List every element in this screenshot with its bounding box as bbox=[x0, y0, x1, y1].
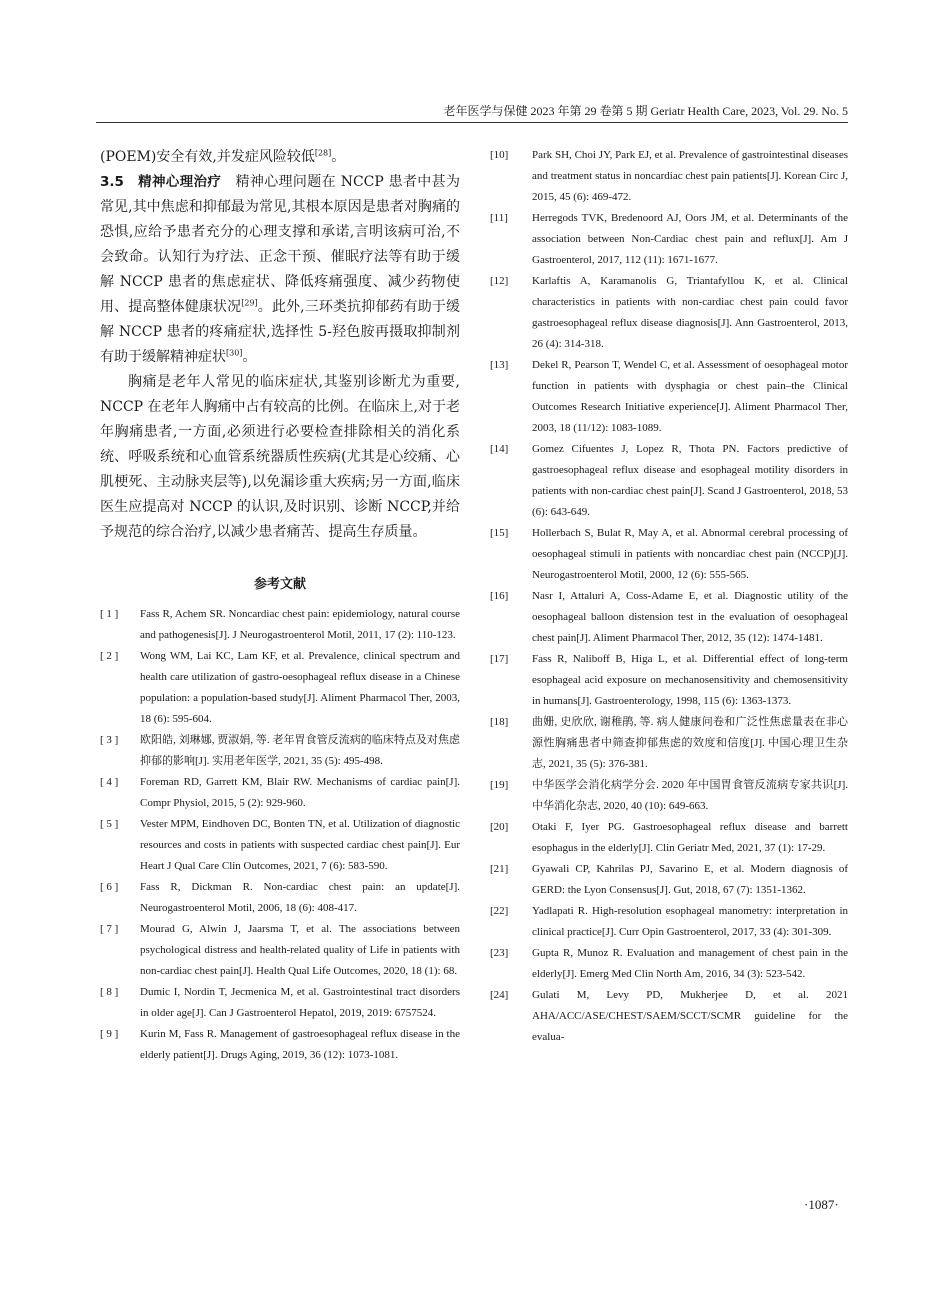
citation-30: [30] bbox=[226, 348, 243, 358]
reference-item bbox=[100, 814, 460, 877]
citation-29: [29] bbox=[241, 298, 258, 308]
poem-text: (POEM)安全有效,并发症风险较低 bbox=[100, 149, 315, 165]
running-title: 老年医学与保健 2023 年第 29 卷第 5 期 Geriatr Health Care, 2023, Vol. 29. No. 5 bbox=[443, 104, 848, 118]
reference-number: [12] bbox=[490, 275, 509, 287]
reference-item bbox=[100, 982, 460, 1024]
reference-number: [20] bbox=[490, 821, 509, 833]
reference-text: Park SH, Choi JY, Park EJ, et al. Prevalence of gastrointestinal diseases and treatment status in noncardiac chest pain patients[J]. Korean Circ J, 2015, 45 (6): 469-472. bbox=[532, 149, 848, 203]
reference-item bbox=[490, 355, 848, 439]
reference-text: Yadlapati R. High-resolution esophageal manometry: interpretation in clinical practice[J]. Curr Opin Gastroenterol, 2017, 33 (4): 301-309. bbox=[532, 905, 848, 938]
reference-number: [ 6 ] bbox=[100, 881, 119, 893]
reference-text: Fass R, Naliboff B, Higa L, et al. Differential effect of long-term esophageal acid exposure on mechanosensitivity and chemosensitivity in humans[J]. Gastroenterology, 1998, 115 (6): 1363-1373. bbox=[532, 653, 848, 707]
reference-number: [ 7 ] bbox=[100, 923, 119, 935]
reference-number: [18] bbox=[490, 716, 509, 728]
reference-text: Mourad G, Alwin J, Jaarsma T, et al. The associations between psychological distress and health-related quality of Life in patients with non-cardiac chest pain[J]. Health Qual Life Outcomes, 2020, 18 (1): 68. bbox=[140, 923, 460, 977]
psych-end: 。 bbox=[242, 349, 257, 365]
reference-number: [10] bbox=[490, 149, 509, 161]
reference-number: [22] bbox=[490, 905, 509, 917]
poem-end: 。 bbox=[331, 149, 346, 165]
reference-number: [ 3 ] bbox=[100, 734, 119, 746]
reference-text: Foreman RD, Garrett KM, Blair RW. Mechanisms of cardiac pain[J]. Compr Physiol, 2015, 5 (2): 929-960. bbox=[140, 776, 460, 809]
section-heading-3-5: 3.5 精神心理治疗 bbox=[100, 174, 222, 190]
reference-text: Dumic I, Nordin T, Jecmenica M, et al. Gastrointestinal tract disorders in older age[J]. Can J Gastroenterol Hepatol, 2019, 2019: 6757524. bbox=[140, 986, 460, 1019]
reference-item bbox=[100, 604, 460, 646]
paragraph-poem bbox=[100, 145, 460, 170]
reference-number: [ 9 ] bbox=[100, 1028, 119, 1040]
reference-item bbox=[490, 523, 848, 586]
reference-number: [ 4 ] bbox=[100, 776, 119, 788]
reference-number: [21] bbox=[490, 863, 509, 875]
reference-number: [15] bbox=[490, 527, 509, 539]
reference-number: [13] bbox=[490, 359, 509, 371]
reference-item bbox=[490, 901, 848, 943]
reference-number: [16] bbox=[490, 590, 509, 602]
reference-number: [ 5 ] bbox=[100, 818, 119, 830]
reference-item bbox=[100, 646, 460, 730]
citation-28: [28] bbox=[314, 148, 332, 158]
reference-text: Fass R, Dickman R. Non-cardiac chest pain: an update[J]. Neurogastroenterol Motil, 2006, 18 (6): 408-417. bbox=[140, 881, 460, 914]
reference-item bbox=[490, 649, 848, 712]
left-column bbox=[100, 145, 460, 1066]
reference-item bbox=[490, 586, 848, 649]
references-left-list bbox=[100, 604, 460, 1066]
reference-text: Gupta R, Munoz R. Evaluation and management of chest pain in the elderly[J]. Emerg Med Clin North Am, 2016, 34 (3): 523-542. bbox=[532, 947, 848, 980]
paragraph-psych-treatment bbox=[100, 170, 460, 370]
reference-text: 中华医学会消化病学分会. 2020 年中国胃食管反流病专家共识[J]. 中华消化杂志, 2020, 40 (10): 649-663. bbox=[532, 779, 848, 812]
reference-number: [17] bbox=[490, 653, 509, 665]
reference-number: [23] bbox=[490, 947, 509, 959]
reference-item bbox=[490, 208, 848, 271]
reference-item bbox=[100, 772, 460, 814]
reference-item bbox=[490, 439, 848, 523]
reference-text: Karlaftis A, Karamanolis G, Triantafyllou K, et al. Clinical characteristics in patients with non-cardiac chest pain could favor gastroesophageal reflux disease diagnosis[J]. Ann Gastroenterol, 2013, 26 (4): 314-318. bbox=[532, 275, 848, 350]
reference-item bbox=[490, 775, 848, 817]
reference-text: Herregods TVK, Bredenoord AJ, Oors JM, et al. Determinants of the association between Non-Cardiac chest pain and reflux[J]. Am J Gastroenterol, 2017, 112 (11): 1671-1677. bbox=[532, 212, 848, 266]
reference-text: Fass R, Achem SR. Noncardiac chest pain: epidemiology, natural course and pathogenesis[J]. J Neurogastroenterol Motil, 2011, 17 (2): 110-123. bbox=[140, 608, 460, 641]
reference-item bbox=[100, 730, 460, 772]
reference-text: Nasr I, Attaluri A, Coss-Adame E, et al. Diagnostic utility of the oesophageal balloon distension test in the evaluation of oesophageal chest pain[J]. Aliment Pharmacol Ther, 2012, 35 (12): 1474-1481. bbox=[532, 590, 848, 644]
reference-text: Kurin M, Fass R. Management of gastroesophageal reflux disease in the elderly patient[J]. Drugs Aging, 2019, 36 (12): 1073-1081. bbox=[140, 1028, 460, 1061]
reference-number: [ 8 ] bbox=[100, 986, 119, 998]
reference-text: Otaki F, Iyer PG. Gastroesophageal reflux disease and barrett esophagus in the elderly[J]. Clin Geriatr Med, 2021, 37 (1): 17-29. bbox=[532, 821, 848, 854]
reference-number: [19] bbox=[490, 779, 509, 791]
reference-number: [ 2 ] bbox=[100, 650, 119, 662]
references-right-list bbox=[490, 145, 848, 1048]
reference-item bbox=[490, 985, 848, 1048]
reference-text: 曲姗, 史欣欣, 谢稚鹃, 等. 病人健康问卷和广泛性焦虑量表在非心源性胸痛患者中筛查抑郁焦虑的效度和信度[J]. 中国心理卫生杂志, 2021, 35 (5): 376-381. bbox=[532, 716, 848, 770]
reference-item bbox=[100, 877, 460, 919]
paragraph-conclusion: 胸痛是老年人常见的临床症状,其鉴别诊断尤为重要, NCCP 在老年人胸痛中占有较高的比例。在临床上,对于老年胸痛患者,一方面,必须进行必要检查排除相关的消化系统、呼吸系统和心血管系统器质性疾病(尤其是心绞痛、心肌梗死、主动脉夹层等),以免漏诊重大疾病;另一方面,临床医生应提高对 NCCP 的认识,及时识别、诊断 NCCP,并给予规范的综合治疗,以减少患者痛苦、提高生存质量。 bbox=[100, 374, 460, 540]
reference-text: Gomez Cifuentes J, Lopez R, Thota PN. Factors predictive of gastroesophageal reflux disease and esophageal motility disorders in patients with non-cardiac chest pain[J]. Scand J Gastroenterol, 2018, 53 (6): 643-649. bbox=[532, 443, 848, 518]
psych-text-b: 。此外,三环类抗抑郁药有助于缓解 NCCP 患者的疼痛症状,选择性 5-羟色胺再摄取抑制剂有助于缓解精神症状 bbox=[100, 299, 460, 365]
right-column bbox=[490, 145, 848, 1048]
reference-number: [11] bbox=[490, 212, 508, 224]
reference-text: Hollerbach S, Bulat R, May A, et al. Abnormal cerebral processing of oesophageal stimuli in patients with noncardiac chest pain (NCCP)[J]. Neurogastroenterol Motil, 2000, 12 (6): 555-565. bbox=[532, 527, 848, 581]
reference-text: Gyawali CP, Kahrilas PJ, Savarino E, et al. Modern diagnosis of GERD: the Lyon Consensus[J]. Gut, 2018, 67 (7): 1351-1362. bbox=[532, 863, 848, 896]
reference-number: [ 1 ] bbox=[100, 608, 119, 620]
psych-text-a: 精神心理问题在 NCCP 患者中甚为常见,其中焦虑和抑郁最为常见,其根本原因是患者对胸痛的恐惧,应给予患者充分的心理支撑和承诺,言明该病可治,不会致命。认知行为疗法、正念干预、催眠疗法等有助于缓解 NCCP 患者的焦虑症状、降低疼痛强度、减少药物使用、提高整体健康状况 bbox=[100, 174, 460, 315]
reference-item bbox=[490, 712, 848, 775]
page-number: ·1087· bbox=[804, 1197, 839, 1212]
reference-text: Vester MPM, Eindhoven DC, Bonten TN, et al. Utilization of diagnostic resources and costs in patients with suspected cardiac chest pain[J]. Eur Heart J Qual Care Clin Outcomes, 2021, 7 (6): 583-590. bbox=[140, 818, 460, 872]
reference-number: [24] bbox=[490, 989, 509, 1001]
reference-item bbox=[490, 271, 848, 355]
reference-item bbox=[490, 817, 848, 859]
running-header bbox=[96, 100, 848, 123]
reference-item bbox=[490, 145, 848, 208]
reference-number: [14] bbox=[490, 443, 509, 455]
reference-item bbox=[100, 1024, 460, 1066]
reference-text: Wong WM, Lai KC, Lam KF, et al. Prevalence, clinical spectrum and health care utilization of gastro-oesophageal reflux disease in a Chinese population: a population-based study[J]. Aliment Pharmacol Ther, 2003, 18 (6): 595-604. bbox=[140, 650, 460, 725]
references-title: 参考文献 bbox=[253, 577, 306, 592]
reference-text: Gulati M, Levy PD, Mukherjee D, et al. 2021 AHA/ACC/ASE/CHEST/SAEM/SCCT/SCMR guideline for the evalua- bbox=[532, 989, 848, 1043]
reference-text: 欧阳皓, 刘琳娜, 贾淑娟, 等. 老年胃食管反流病的临床特点及对焦虑抑郁的影响[J]. 实用老年医学, 2021, 35 (5): 495-498. bbox=[140, 734, 460, 767]
reference-item bbox=[100, 919, 460, 982]
reference-text: Dekel R, Pearson T, Wendel C, et al. Assessment of oesophageal motor function in patients with dysphagia or chest pain–the Clinical Outcomes Research Initiative experience[J]. Aliment Pharmacol Ther, 2003, 18 (11/12): 1083-1089. bbox=[532, 359, 848, 434]
reference-item bbox=[490, 943, 848, 985]
reference-item bbox=[490, 859, 848, 901]
